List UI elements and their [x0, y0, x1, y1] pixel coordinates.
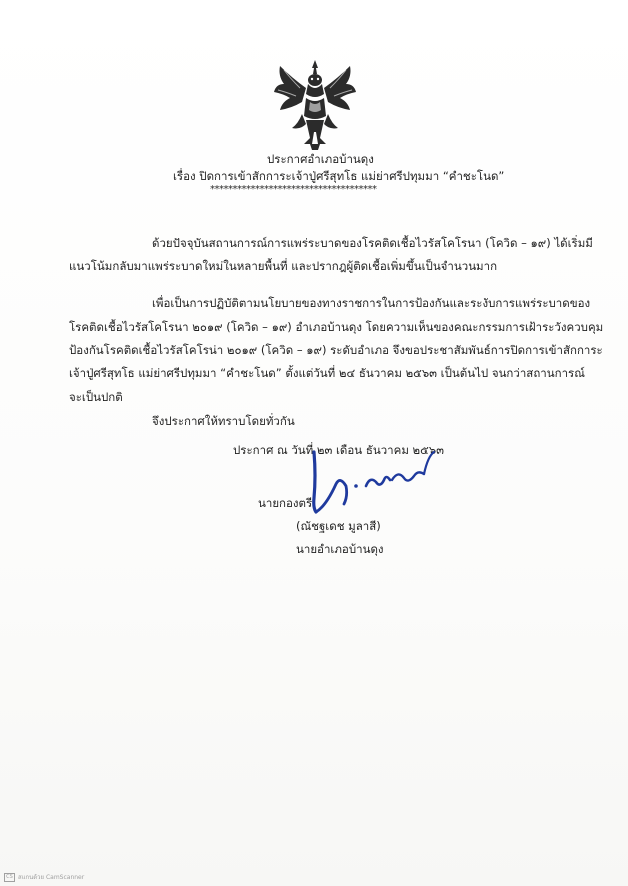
- paragraph-2-line-4: เจ้าปู่ศรีสุทโธ แม่ย่าศรีปทุมมา “คำชะโนด” ตั้งแต่วันที่ ๒๔ ธันวาคม ๒๕๖๓ เป็นต้นไป จนกว่าสถานการณ์: [69, 366, 585, 380]
- handwritten-signature: [296, 446, 446, 518]
- scanner-watermark: [4, 872, 84, 882]
- paragraph-2-line-2: โรคติดเชื้อไวรัสโคโรนา ๒๐๑๙ (โควิด – ๑๙) อำเภอบ้านดุง โดยความเห็นของคณะกรรมการเฝ้าระวังควบคุม: [69, 320, 604, 334]
- announcement-date: ประกาศ ณ วันที่ ๒๓ เดือน ธันวาคม ๒๕๖๓: [233, 443, 444, 457]
- scanner-text: สแกนด้วย CamScanner: [18, 874, 85, 881]
- announce-closing: จึงประกาศให้ทราบโดยทั่วกัน: [152, 414, 295, 428]
- paragraph-1-line-1: ด้วยปัจจุบันสถานการณ์การแพร่ระบาดของโรคติดเชื้อไวรัสโคโรนา (โควิด – ๑๙) ได้เริ่มมี: [152, 236, 593, 250]
- paragraph-2-line-5: จะเป็นปกติ: [69, 390, 123, 404]
- announcement-title: ประกาศอำเภอบ้านดุง: [267, 152, 374, 166]
- signer-title: นายอำเภอบ้านดุง: [296, 542, 384, 556]
- signer-rank: นายกองตรี: [258, 496, 313, 510]
- garuda-emblem: [272, 58, 358, 150]
- camscanner-icon: CS: [4, 873, 15, 882]
- announcement-subject: เรื่อง ปิดการเข้าสักการะเจ้าปู่ศรีสุทโธ แม่ย่าศรีปทุมมา “คำชะโนด”: [173, 169, 505, 183]
- paragraph-1-line-2: แนวโน้มกลับมาแพร่ระบาดใหม่ในหลายพื้นที่ และปรากฎผู้ติดเชื้อเพิ่มขึ้นเป็นจำนวนมาก: [69, 259, 498, 273]
- paragraph-2-line-1: เพื่อเป็นการปฏิบัติตามนโยบายของทางราชการในการป้องกันและระงับการแพร่ระบาดของ: [152, 296, 591, 310]
- signer-name: (ณัชฐเดช มูลาสี): [296, 519, 381, 533]
- paragraph-2-line-3: ป้องกันโรคติดเชื้อไวรัสโคโรน่า ๒๐๑๙ (โควิด – ๑๙) ระดับอำเภอ จึงขอประชาสัมพันธ์การปิดการเข้าสักการะ: [69, 343, 603, 357]
- title-divider: *************************************: [210, 184, 377, 195]
